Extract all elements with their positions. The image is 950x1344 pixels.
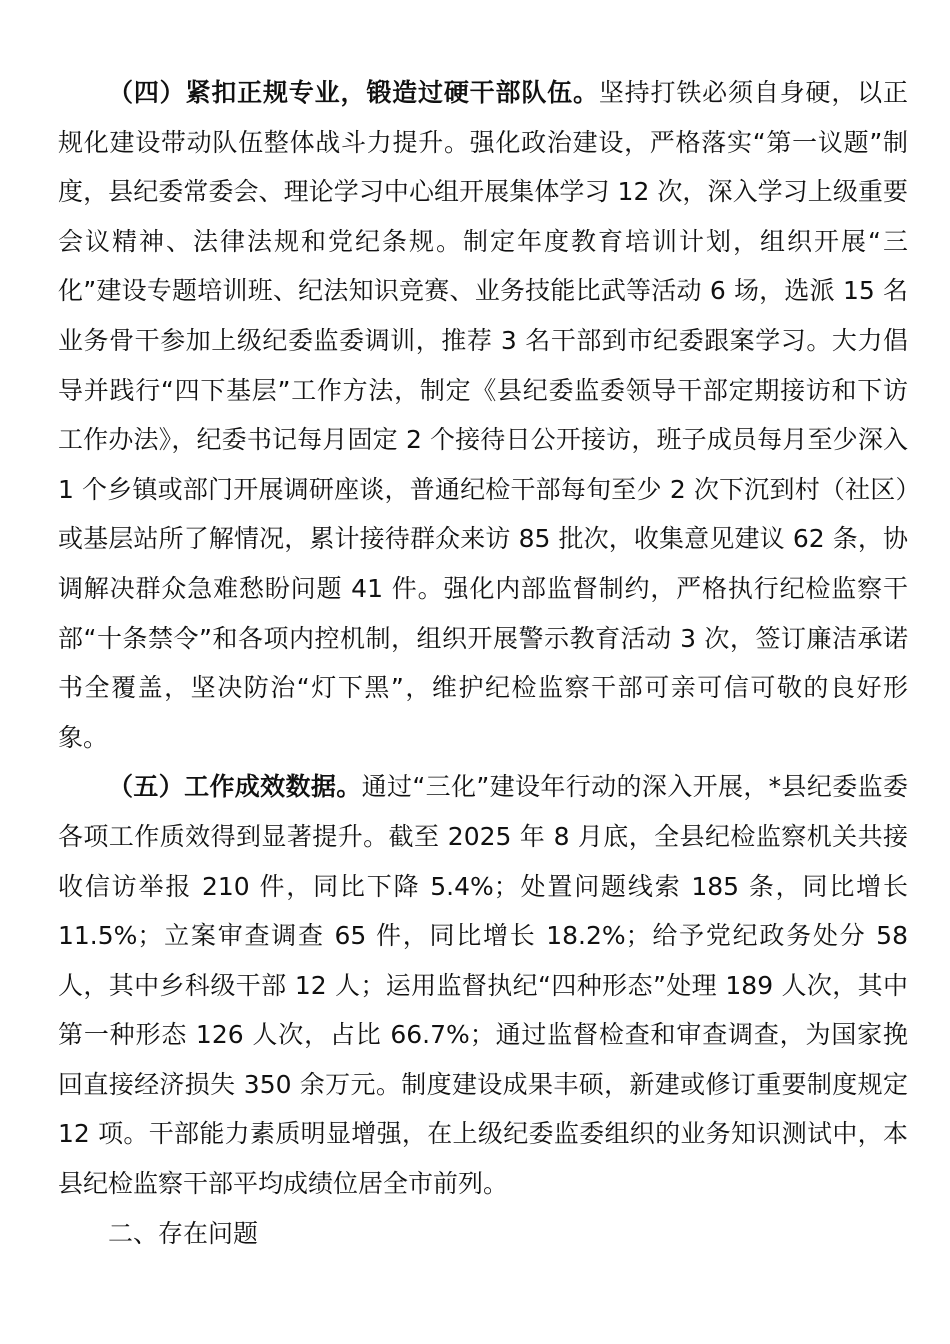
paragraph-team-building [58, 68, 908, 762]
section-heading: 二、存在问题 [108, 1218, 259, 1248]
paragraph-body: 通过“三化”建设年行动的深入开展，*县纪委监委各项工作质效得到显著提升。截至 2025 年 8 月底，全县纪检监察机关共接收信访举报 210 件，同比下降 5.4%；处置问题线索 185 条，同比增长 11.5%；立案审查调查 65 件，同比增长 18.2%；给予党纪政务处分 58 人，其中乡科级干部 12 人；运用监督执纪“四种形态”处理 189 人次，其中第一种形态 126 人次，占比 66.7%；通过监督检查和审查调查，为国家挽回直接经济损失 350 余万元。制度建设成果丰硕，新建或修订重要制度规定 12 项。干部能力素质明显增强，在上级纪委监委组织的业务知识测试中，本县纪检监察干部平均成绩位居全市前列。 [58, 772, 908, 1199]
document-page [58, 68, 908, 1258]
paragraph-body: 坚持打铁必须自身硬，以正规化建设带动队伍整体战斗力提升。强化政治建设，严格落实“第一议题”制度，县纪委常委会、理论学习中心组开展集体学习 12 次，深入学习上级重要会议精神、法律法规和党纪条规。制定年度教育培训计划，组织开展“三化”建设专题培训班、纪法知识竞赛、业务技能比武等活动 6 场，选派 15 名业务骨干参加上级纪委监委调训，推荐 3 名干部到市纪委跟案学习。大力倡导并践行“四下基层”工作方法，制定《县纪委监委领导干部定期接访和下访工作办法》，纪委书记每月固定 2 个接待日公开接访，班子成员每月至少深入 1 个乡镇或部门开展调研座谈，普通纪检干部每旬至少 2 次下沉到村（社区）或基层站所了解情况，累计接待群众来访 85 批次，收集意见建议 62 条，协调解决群众急难愁盼问题 41 件。强化内部监督制约，严格执行纪检监察干部“十条禁令”和各项内控机制，组织开展警示教育活动 3 次，签订廉洁承诺书全覆盖，坚决防治“灯下黑”，维护纪检监察干部可亲可信可敬的良好形象。 [58, 78, 908, 752]
paragraph-lead-heading: （四）紧扣正规专业，锻造过硬干部队伍。 [108, 78, 599, 107]
paragraph-results-data [58, 762, 908, 1208]
paragraph-lead-heading: （五）工作成效数据。 [108, 772, 362, 802]
